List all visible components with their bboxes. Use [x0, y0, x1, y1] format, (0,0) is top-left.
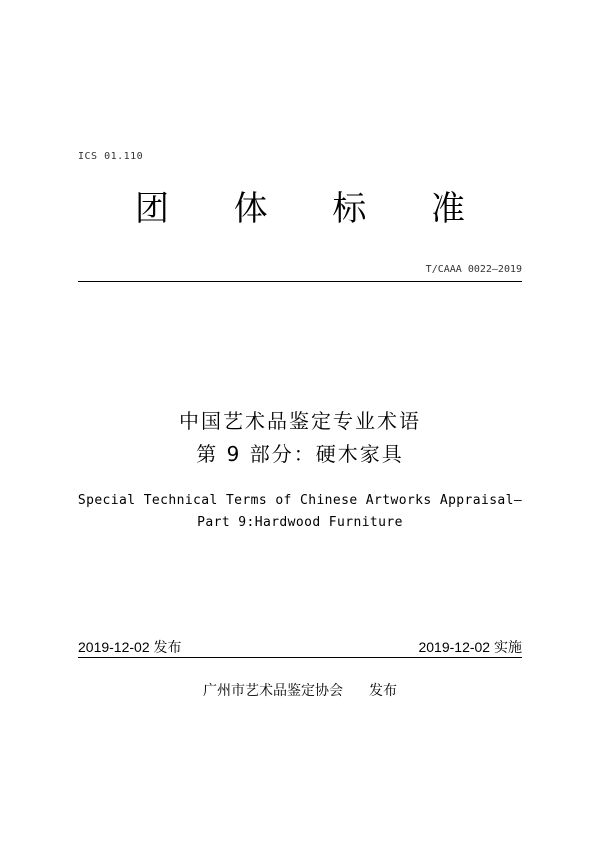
- bottom-divider: [78, 657, 522, 658]
- issue-date: 2019-12-02 发布: [78, 639, 182, 655]
- standard-type-char: 团: [135, 189, 169, 229]
- standard-type-char: 标: [332, 189, 367, 229]
- top-divider: [78, 281, 522, 282]
- standard-type-char: 准: [430, 189, 465, 229]
- ics-code: ICS 01.110: [78, 151, 144, 162]
- english-title-line-2: Part 9:Hardwood Furniture: [197, 515, 403, 530]
- chinese-title-line-1: 中国艺术品鉴定专业术语: [179, 409, 421, 433]
- chinese-title-line-2: 第 9 部分：硬木家具: [196, 442, 404, 466]
- publisher-name: 广州市艺术品鉴定协会: [203, 683, 343, 699]
- standard-code: T/CAAA 0022—2019: [425, 264, 522, 275]
- publisher-line: [0, 680, 600, 700]
- english-title-line-1: Special Technical Terms of Chinese Artworks Appraisal—: [77, 493, 523, 508]
- standard-type-char: 体: [233, 189, 268, 229]
- standard-type-heading: [78, 189, 522, 229]
- implementation-date: 2019-12-02 实施: [418, 639, 522, 655]
- publisher-action: 发布: [369, 683, 397, 699]
